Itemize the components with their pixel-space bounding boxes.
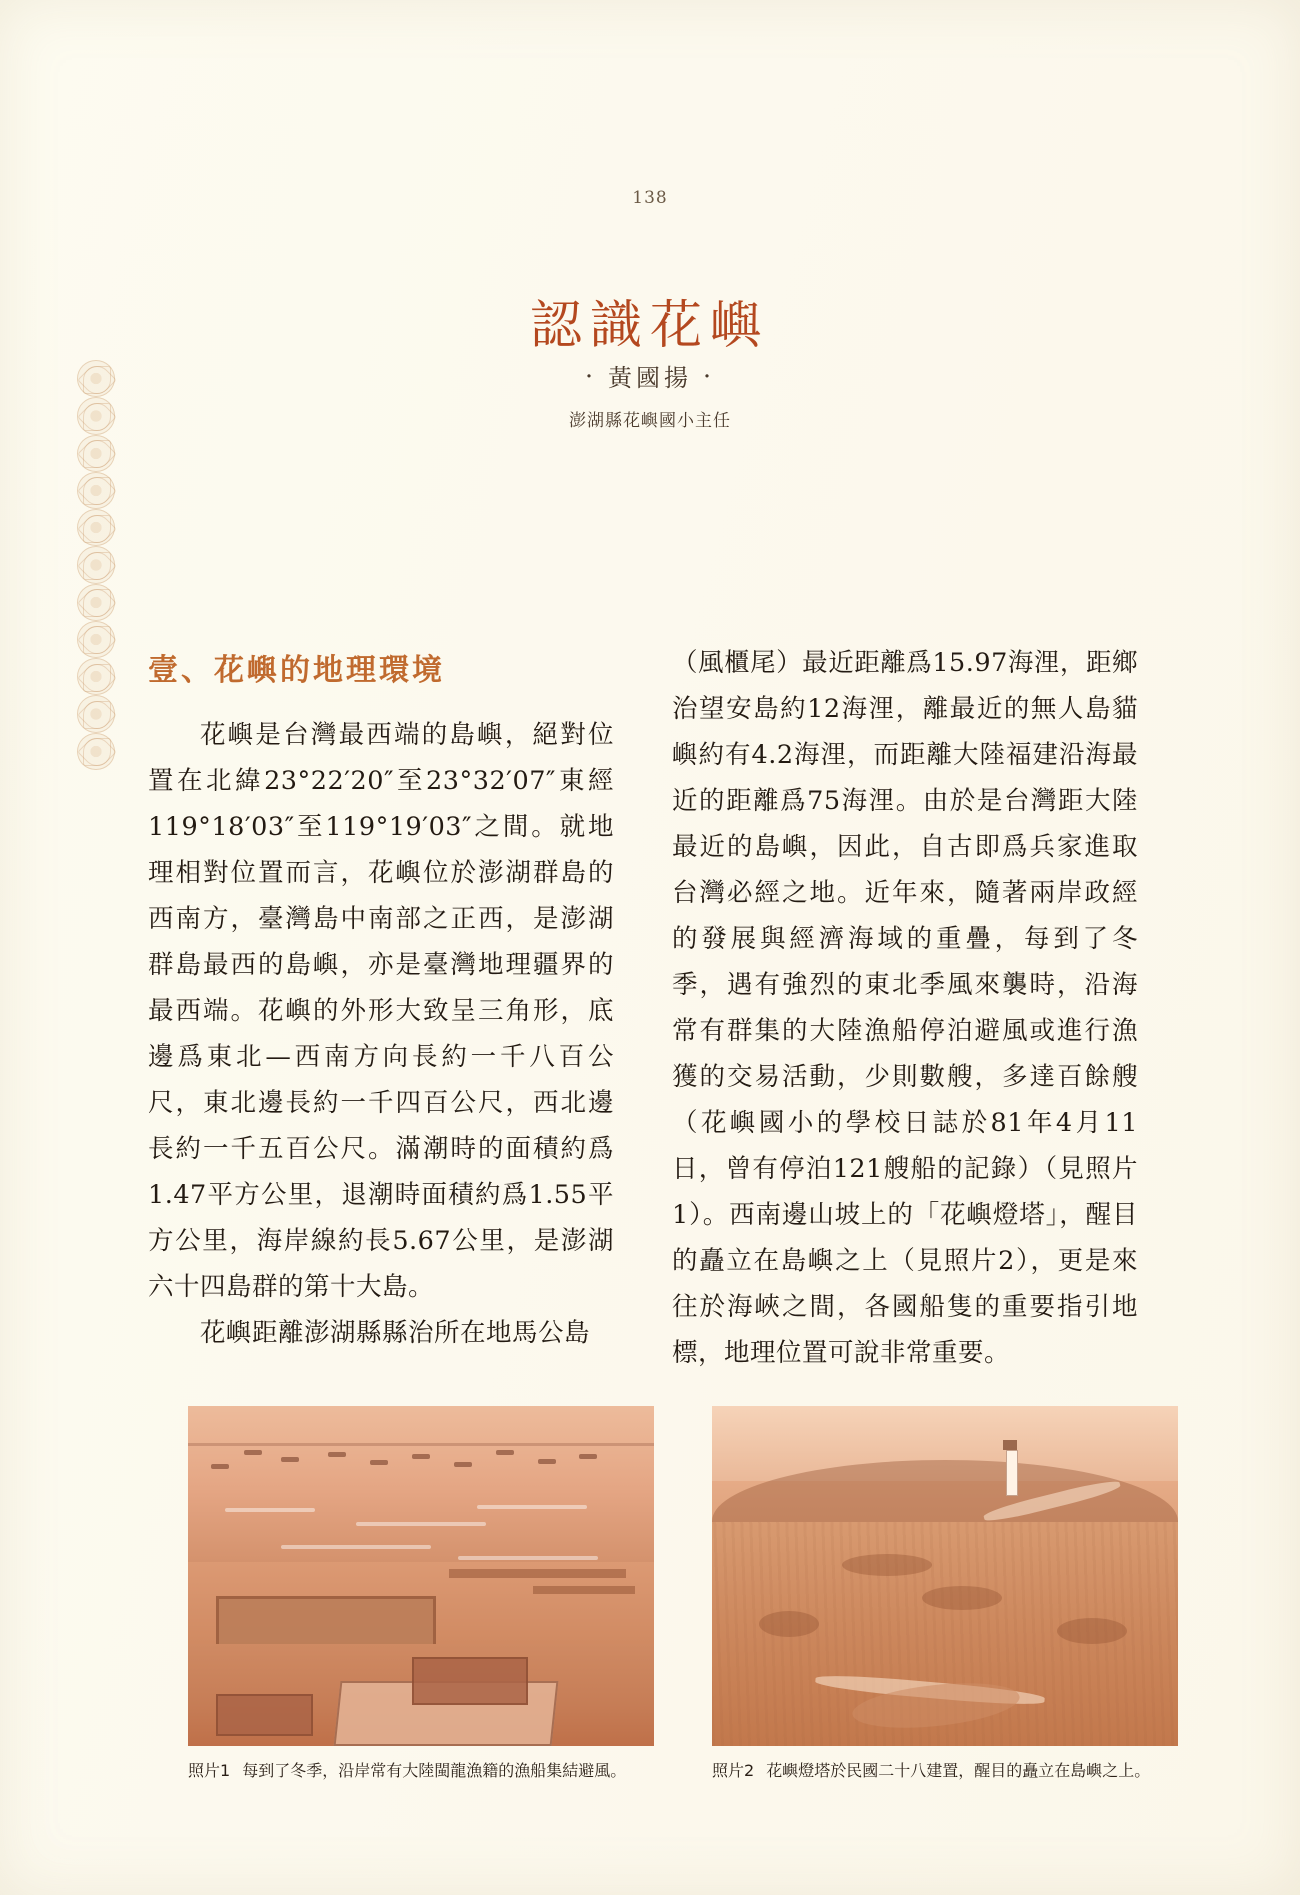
author-dot-left: ・ xyxy=(580,367,602,388)
boat-shape xyxy=(579,1454,597,1459)
decorative-flower-strip xyxy=(76,360,116,770)
flower-icon xyxy=(77,472,115,509)
building-roof xyxy=(412,1657,528,1705)
section-heading: 壹、花嶼的地理環境 xyxy=(148,652,445,688)
horizon-line xyxy=(188,1443,654,1446)
lighthouse-lantern-icon xyxy=(1003,1440,1017,1450)
sea-region xyxy=(188,1406,654,1562)
caption-label: 照片1 xyxy=(188,1761,231,1780)
caption-text: 花嶼燈塔於民國二十八建置，醒目的矗立在島嶼之上。 xyxy=(766,1761,1151,1780)
bush-shape xyxy=(759,1611,819,1637)
bush-shape xyxy=(922,1586,1002,1610)
paragraph: （風櫃尾）最近距離爲15.97海浬，距鄉治望安島約12海浬，離最近的無人島貓嶼約有4.2海浬，而距離大陸福建沿海最近的距離爲75海浬。由於是台灣距大陸最近的島嶼，因此，自古即爲兵家進取台灣必經之地。近年來，隨著兩岸政經的發展與經濟海域的重疊，每到了冬季，遇有強烈的東北季風來襲時，沿海常有群集的大陸漁船停泊避風或進行漁獲的交易活動，少則數艘，多達百餘艘（花嶼國小的學校日誌於81年4月11日，曾有停泊121艘船的記錄）（見照片1）。西南邊山坡上的「花嶼燈塔」，醒目的矗立在島嶼之上（見照片2），更是來往於海峽之間，各國船隻的重要指引地標，地理位置可說非常重要。 xyxy=(672,648,1138,1368)
boat-shape xyxy=(211,1464,229,1469)
flower-icon xyxy=(77,509,115,546)
photo-1-image xyxy=(188,1406,654,1746)
wave-shape xyxy=(225,1508,315,1512)
flower-icon xyxy=(77,733,115,770)
body-column-right xyxy=(672,640,1138,1376)
caption-label: 照片2 xyxy=(712,1761,755,1780)
wave-shape xyxy=(477,1505,587,1509)
boat-shape xyxy=(244,1450,262,1455)
bush-shape xyxy=(842,1554,932,1576)
flower-icon xyxy=(77,360,115,397)
author-line xyxy=(0,358,1300,393)
bush-shape xyxy=(1057,1618,1127,1644)
boat-shape xyxy=(454,1462,472,1467)
photo-1-caption xyxy=(188,1758,654,1781)
author-name: 黃國揚 xyxy=(608,364,692,392)
lighthouse-tower xyxy=(1006,1450,1018,1496)
body-column-left xyxy=(148,712,614,1356)
boat-shape xyxy=(412,1454,430,1459)
flower-icon xyxy=(77,695,115,732)
photo-2-caption xyxy=(712,1758,1178,1781)
boat-shape xyxy=(328,1452,346,1457)
flower-icon xyxy=(77,658,115,695)
wave-shape xyxy=(458,1556,598,1560)
figure-photo-1 xyxy=(188,1406,654,1781)
page-number: 138 xyxy=(632,188,668,208)
boat-shape xyxy=(281,1457,299,1462)
wave-shape xyxy=(356,1522,486,1526)
flower-icon xyxy=(77,435,115,472)
boat-shape xyxy=(538,1459,556,1464)
caption-text: 每到了冬季，沿岸常有大陸閩龍漁籍的漁船集結避風。 xyxy=(242,1761,627,1780)
boat-shape xyxy=(496,1450,514,1455)
pier-shape xyxy=(449,1569,626,1578)
flower-icon xyxy=(77,397,115,434)
author-dot-right: ・ xyxy=(698,367,720,388)
pier-shape xyxy=(533,1586,636,1594)
figure-photo-2 xyxy=(712,1406,1178,1781)
photo-2-image xyxy=(712,1406,1178,1746)
paragraph: 花嶼是台灣最西端的島嶼，絕對位置在北緯23°22′20″至23°32′07″東經119°18′03″至119°19′03″之間。就地理相對位置而言，花嶼位於澎湖群島的西南方，臺灣島中南部之正西，是澎湖群島最西的島嶼，亦是臺灣地理疆界的最西端。花嶼的外形大致呈三角形，底邊爲東北—西南方向長約一千八百公尺，東北邊長約一千四百公尺，西北邊長約一千五百公尺。滿潮時的面積約爲1.47平方公里，退潮時面積約爲1.55平方公里，海岸線約長5.67公里，是澎湖六十四島群的第十大島。 xyxy=(148,720,614,1302)
building-roof xyxy=(216,1694,313,1735)
flower-icon xyxy=(77,621,115,658)
wave-shape xyxy=(281,1545,431,1549)
flower-icon xyxy=(77,584,115,621)
page-title: 認識花嶼 xyxy=(529,295,770,356)
paragraph: 花嶼距離澎湖縣縣治所在地馬公島 xyxy=(200,1318,591,1348)
boat-shape xyxy=(370,1460,388,1465)
flower-icon xyxy=(77,546,115,583)
author-affiliation: 澎湖縣花嶼國小主任 xyxy=(569,411,731,431)
